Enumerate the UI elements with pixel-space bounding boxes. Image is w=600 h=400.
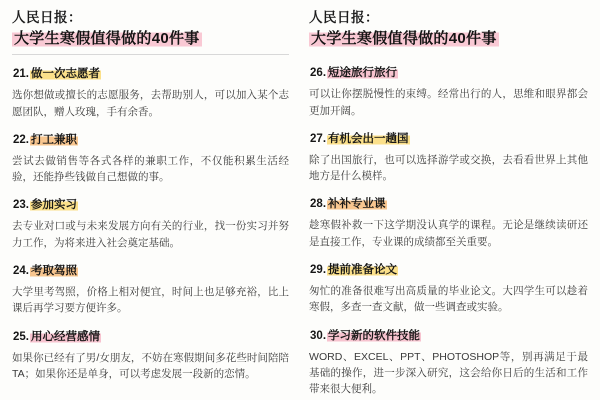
item-title: 考取驾照 xyxy=(31,264,77,277)
headline-wrap xyxy=(12,29,289,49)
headline-wrap-right xyxy=(309,29,588,49)
item-number: 24. xyxy=(13,264,29,277)
list-item xyxy=(309,60,588,119)
item-title: 有机会出一趟国 xyxy=(328,132,409,145)
item-title-wrap xyxy=(12,127,289,151)
item-title: 打工兼职 xyxy=(31,133,77,146)
page-title-right: 大学生寒假值得做的40件事 xyxy=(311,29,497,47)
list-item xyxy=(309,257,588,316)
item-title-wrap xyxy=(309,323,588,347)
item-title: 补补专业课 xyxy=(328,198,386,211)
item-number: 23. xyxy=(13,199,29,212)
item-title: 短途旅行旅行 xyxy=(328,67,398,80)
list-item xyxy=(12,127,289,186)
item-number: 30. xyxy=(310,329,327,342)
list-item xyxy=(309,126,588,185)
item-number: 26. xyxy=(310,67,327,80)
item-title: 参加实习 xyxy=(31,199,77,212)
list-item xyxy=(309,191,588,250)
item-title-wrap xyxy=(12,324,289,348)
item-body: 大学里考驾照，价格上相对便宜，时间上也足够充裕，比上课后再学习要方便许多。 xyxy=(12,285,290,315)
item-title: 学习新的软件技能 xyxy=(328,329,421,342)
item-body: 选你想做或擅长的志愿服务，去帮助别人，可以加入某个志愿团队，赠人玫瑰，手有余香。 xyxy=(12,89,290,118)
item-body: 可以让你摆脱慢性的束缚。经常出行的人，思维和眼界都会更加开阔。 xyxy=(309,88,588,117)
source-label: 人民日报： xyxy=(12,10,82,25)
item-number: 22. xyxy=(13,133,29,146)
item-number: 28. xyxy=(310,198,327,211)
list-item xyxy=(12,192,289,251)
source-label-right: 人民日报： xyxy=(309,10,380,25)
item-body: 除了出国旅行，也可以选择游学或交换，去看看世界上其他地方是什么模样。 xyxy=(309,153,588,183)
right-column xyxy=(307,10,588,396)
item-body: WORD、EXCEL、PPT、PHOTOSHOP等，别再满足于最基础的操作，进一步深入研究，这会给你日后的生活和工作带来很大便利。 xyxy=(309,350,588,396)
item-title-wrap xyxy=(309,257,588,281)
item-title-wrap xyxy=(12,192,289,216)
item-title-wrap xyxy=(12,61,289,85)
item-title-wrap xyxy=(309,60,588,84)
item-number: 21. xyxy=(13,68,29,81)
item-title-wrap xyxy=(309,191,588,215)
page-title: 大学生寒假值得做的40件事 xyxy=(14,29,200,47)
item-body: 趁寒假补救一下这学期没认真学的课程。无论是继续读研还是直接工作，专业课的成绩都至关重要。 xyxy=(309,219,588,248)
item-title: 做一次志愿者 xyxy=(31,68,100,81)
item-body: 匆忙的准备很难写出高质量的毕业论文。大四学生可以趁着寒假，多查一查文献，做一些调查或实验。 xyxy=(309,284,588,314)
item-body: 去专业对口或与未来发展方向有关的行业，找一份实习并努力工作，为将来进入社会奠定基础。 xyxy=(12,220,290,249)
list-item xyxy=(12,258,289,317)
item-title: 用心经营感情 xyxy=(31,330,100,343)
item-number: 25. xyxy=(13,330,29,343)
item-title: 提前准备论文 xyxy=(328,263,398,276)
list-item xyxy=(12,324,289,383)
left-column xyxy=(12,10,293,392)
item-title-wrap xyxy=(12,258,289,282)
item-number: 29. xyxy=(310,263,327,276)
list-item xyxy=(309,323,588,398)
item-title-wrap xyxy=(309,126,588,150)
item-body: 尝试去做销售等各式各样的兼职工作，不仅能积累生活经验，还能挣些钱做自己想做的事。 xyxy=(12,154,290,184)
list-item xyxy=(12,61,289,120)
item-number: 27. xyxy=(310,132,327,145)
header-divider xyxy=(12,54,289,55)
item-body: 如果你已经有了男/女朋友，不妨在寒假期间多花些时间陪陪TA；如果你还是单身，可以考虑发展一段新的恋情。 xyxy=(12,351,290,380)
